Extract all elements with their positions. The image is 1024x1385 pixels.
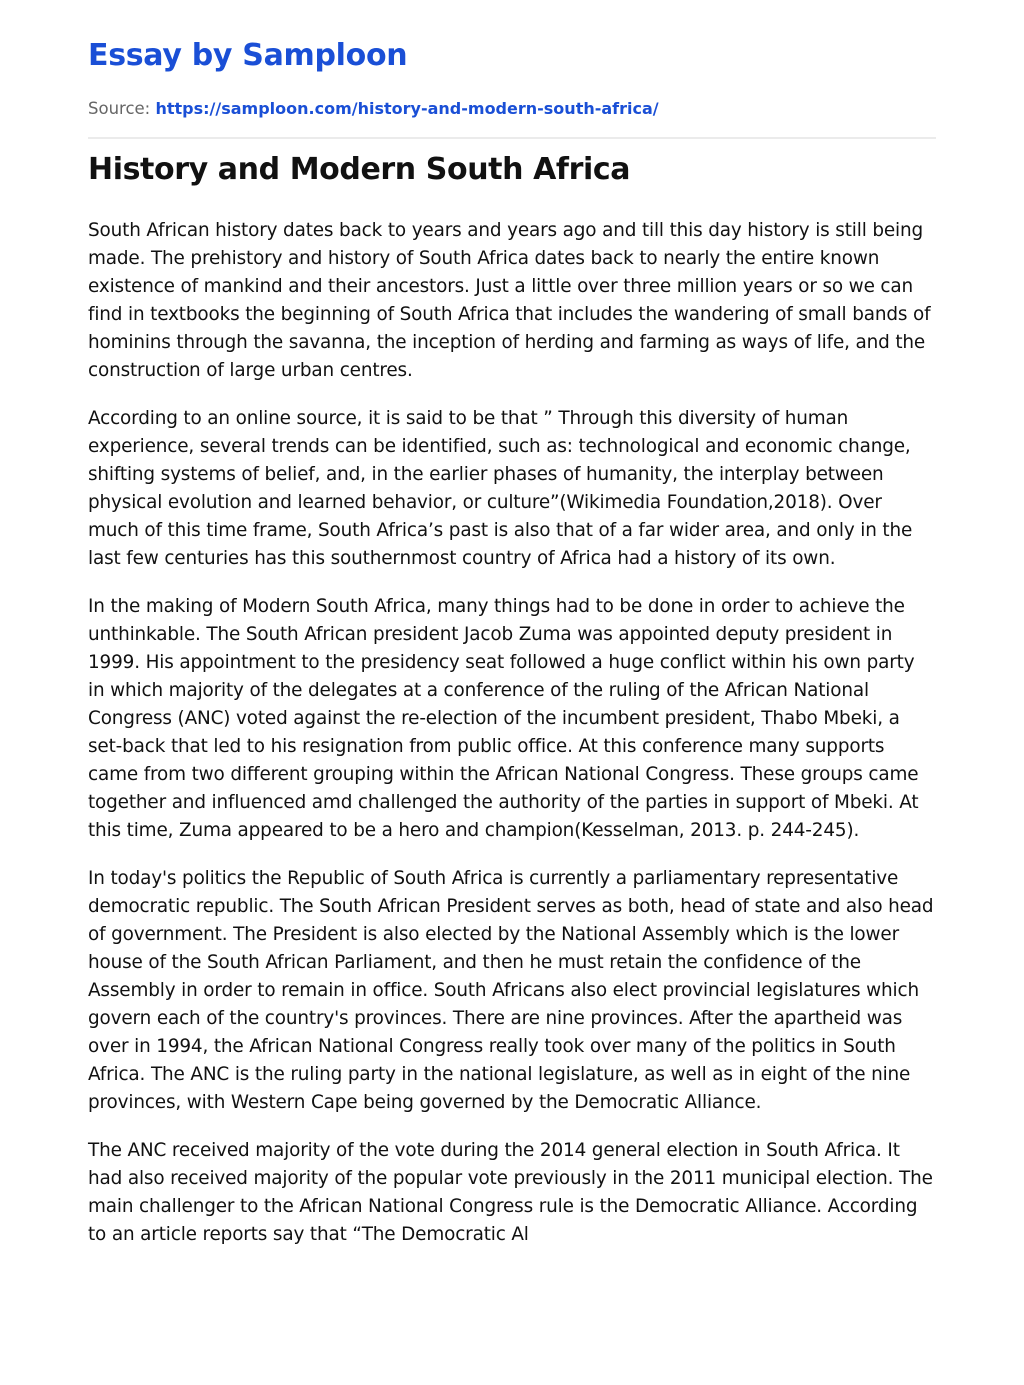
article-paragraph: In the making of Modern South Africa, many things had to be done in order to achieve the unthinkable. The South African president Jacob Zuma was appointed deputy president in 1999. His appointment to the presidency seat followed a huge conflict within his own party in which majority of the delegates at a conference of the ruling of the African National Congress (ANC) voted against the re-election of the incumbent president, Thabo Mbeki, a set-back that led to his resignation from public office. At this conference many supports came from two different grouping within the African National Congress. These groups came together and influenced amd challenged the authority of the parties in support of Mbeki. At this time, Zuma appeared to be a hero and champion(Kesselman, 2013. p. 244-245). <box>88 596 919 841</box>
article-paragraph: According to an online source, it is said to be that ” Through this diversity of human experience, several trends can be identified, such as: technological and economic change, shifting systems of belief, and, in the earlier phases of humanity, the interplay between physical evolution and learned behavior, or culture”(Wikimedia Foundation,2018). Over much of this time frame, South Africa’s past is also that of a far wider area, and only in the last few centuries has this southernmost country of Africa had a history of its own. <box>88 408 913 569</box>
article-paragraph: South African history dates back to years and years ago and till this day history is still being made. The prehistory and history of South Africa dates back to nearly the entire known existence of mankind and their ancestors. Just a little over three million years or so we can find in textbooks the beginning of South Africa that includes the wandering of small bands of hominins through the savanna, the inception of herding and farming as ways of life, and the construction of large urban centres. <box>88 220 931 381</box>
article-title: History and Modern South Africa <box>88 152 631 187</box>
article-paragraph: The ANC received majority of the vote during the 2014 general election in South Africa. It had also received majority of the popular vote previously in the 2011 municipal election. The main challenger to the African National Congress rule is the Democratic Alliance. According to an article reports say that “The Democratic Al <box>88 1140 933 1245</box>
page-header <box>88 0 936 139</box>
article <box>88 151 936 1249</box>
article-paragraph: In today's politics the Republic of South Africa is currently a parliamentary representative democratic republic. The South African President serves as both, head of state and also head of government. The President is also elected by the National Assembly which is the lower house of the South African Parliament, and then he must retain the confidence of the Assembly in order to remain in office. South Africans also elect provincial legislatures which govern each of the country's provinces. There are nine provinces. After the apartheid was over in 1994, the African National Congress really took over many of the politics in South Africa. The ANC is the ruling party in the national legislature, as well as in eight of the nine provinces, with Western Cape being governed by the Democratic Alliance. <box>88 868 934 1113</box>
article-body <box>88 217 936 1249</box>
source-line <box>88 98 936 120</box>
brand-title: Essay by Samploon <box>88 38 408 73</box>
header-divider <box>88 137 936 139</box>
source-label: Source: <box>88 99 151 118</box>
source-link[interactable]: https://samploon.com/history-and-modern-south-africa/ <box>155 99 659 118</box>
